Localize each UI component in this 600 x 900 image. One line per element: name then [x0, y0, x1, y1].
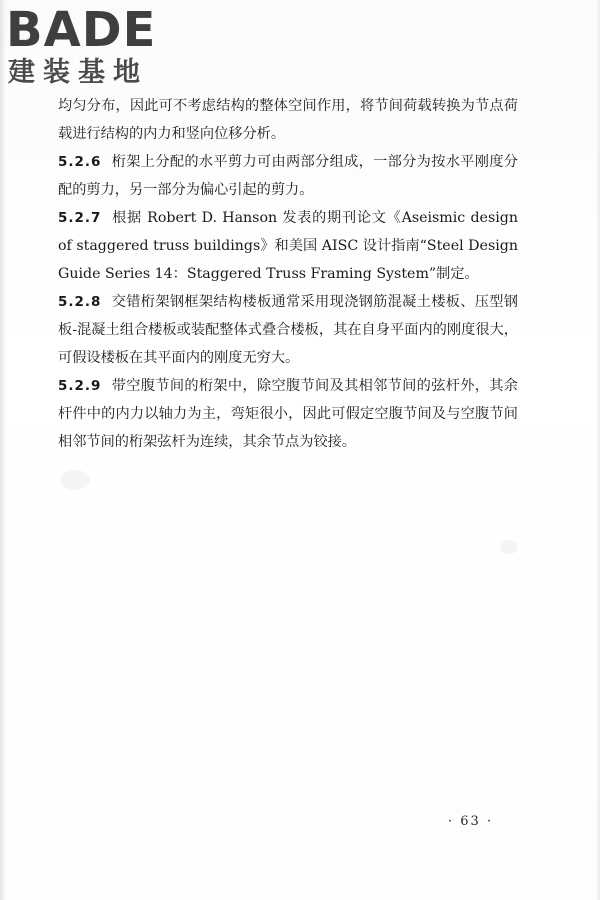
section-text: 根据 Robert D. Hanson 发表的期刊论文《Aseismic design of staggered truss buildings》和美国 AISC 设计指南“Steel Design Guide Series 14：Staggered Truss Framing System”制定。: [58, 210, 518, 282]
watermark-logo: [6, 4, 176, 92]
scan-edge-left: [0, 0, 6, 900]
continuation-paragraph: 均匀分布，因此可不考虑结构的整体空间作用，将节间荷载转换为节点荷载进行结构的内力和竖向位移分析。: [58, 98, 518, 142]
section-5-2-8: [58, 288, 518, 372]
logo-subtitle: 建装基地: [8, 57, 148, 88]
scan-smudge: [500, 540, 518, 554]
section-5-2-6: [58, 148, 518, 204]
body-text: [58, 92, 518, 456]
section-number: 5.2.7: [58, 210, 102, 226]
scan-edge-right: [596, 0, 600, 900]
section-number: 5.2.8: [58, 294, 102, 310]
section-text: 带空腹节间的桁架中，除空腹节间及其相邻节间的弦杆外，其余杆件中的内力以轴力为主，弯矩很小，因此可假定空腹节间及与空腹节间相邻节间的桁架弦杆为连续，其余节点为铰接。: [58, 378, 518, 450]
page-number: · 63 ·: [448, 814, 494, 829]
section-number: 5.2.9: [58, 378, 102, 394]
section-text: 交错桁架钢框架结构楼板通常采用现浇钢筋混凝土楼板、压型钢板-混凝土组合楼板或装配整体式叠合楼板，其在自身平面内的刚度很大，可假设楼板在其平面内的刚度无穷大。: [58, 294, 518, 366]
section-text: 桁架上分配的水平剪力可由两部分组成，一部分为按水平刚度分配的剪力，另一部分为偏心引起的剪力。: [58, 154, 518, 198]
logo-wordmark: BADE: [6, 2, 157, 58]
section-5-2-9: [58, 372, 518, 456]
section-number: 5.2.6: [58, 154, 102, 170]
scan-smudge: [60, 470, 90, 490]
section-5-2-7: [58, 204, 518, 288]
